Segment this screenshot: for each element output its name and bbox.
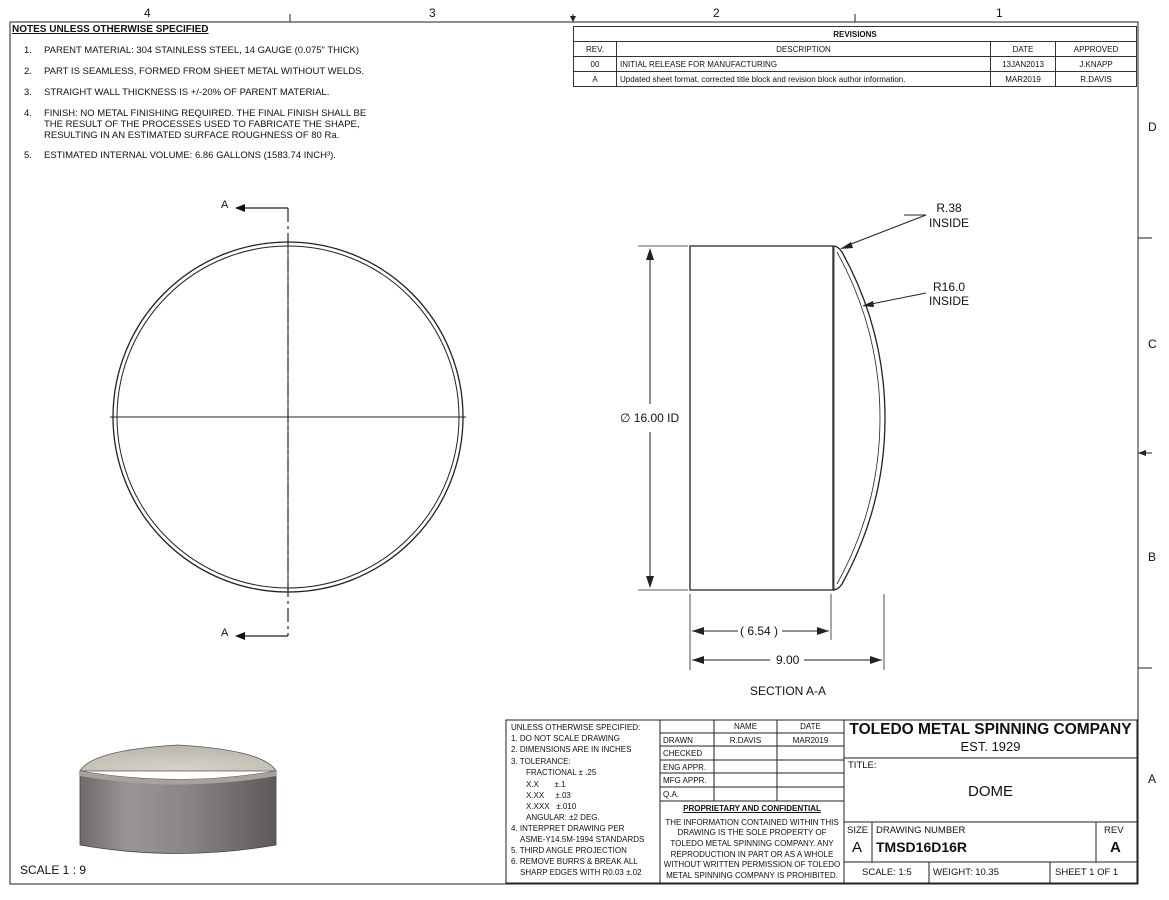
spec-line: X.XXX ±.010	[526, 802, 577, 811]
radius-large-note: INSIDE	[928, 294, 969, 308]
dim-overall: 9.00	[776, 653, 800, 667]
signoff-role: ENG APPR.	[663, 763, 707, 772]
radius-small-label: R.38	[936, 201, 962, 215]
spec-line: 4. INTERPRET DRAWING PER	[511, 824, 625, 833]
note-number: 1.	[24, 45, 32, 56]
size-label: SIZE	[847, 825, 869, 836]
revision-cell: 13JAN2013	[991, 57, 1056, 72]
revisions-header: APPROVED	[1056, 42, 1137, 57]
zone-row-d: D	[1148, 120, 1157, 134]
radius-large-label: R16.0	[932, 280, 966, 294]
spec-line: 5. THIRD ANGLE PROJECTION	[511, 846, 627, 855]
company-established: EST. 1929	[960, 739, 1021, 754]
rev-value: A	[1110, 839, 1121, 856]
signoff-name: R.DAVIS	[729, 736, 762, 745]
rev-label: REV	[1104, 825, 1124, 836]
notes-title: NOTES UNLESS OTHERWISE SPECIFIED	[12, 24, 209, 35]
radius-small-note: INSIDE	[928, 216, 969, 230]
revision-cell: Updated sheet format, corrected title block and revision block author information.	[617, 72, 991, 87]
dim-inner-value: 6.54	[747, 624, 771, 638]
proprietary-line: METAL SPINNING COMPANY IS PROHIBITED.	[666, 871, 838, 880]
note-text: FINISH: NO METAL FINISHING REQUIRED. THE FINAL FINISH SHALL BE THE RESULT OF THE PROCESSES USED TO FABRICATE THE SHAPE, RESULTING IN AN ESTIMATED SURFACE ROUGHNESS OF 80 Ra.	[44, 108, 367, 141]
weight-value: WEIGHT: 10.35	[933, 867, 999, 878]
signoff-role: MFG APPR.	[663, 776, 707, 785]
note-number: 4.	[24, 108, 32, 119]
signoff-header-date: DATE	[800, 722, 821, 731]
drawing-number-label: DRAWING NUMBER	[876, 825, 966, 836]
revisions-table	[573, 26, 1137, 87]
revision-cell: R.DAVIS	[1056, 72, 1137, 87]
note-number: 2.	[24, 66, 32, 77]
note-number: 5.	[24, 150, 32, 161]
drawing-title: DOME	[968, 783, 1013, 800]
note-text: PART IS SEAMLESS, FORMED FROM SHEET METAL WITHOUT WELDS.	[44, 66, 365, 77]
revisions-title: REVISIONS	[574, 27, 1137, 42]
spec-line: X.X ±.1	[526, 780, 566, 789]
spec-line: FRACTIONAL ± .25	[526, 768, 597, 777]
table-row	[574, 57, 1137, 72]
zone-row-b: B	[1148, 550, 1157, 564]
spec-line: 2. DIMENSIONS ARE IN INCHES	[511, 745, 632, 754]
proprietary-title: PROPRIETARY AND CONFIDENTIAL	[683, 804, 821, 813]
revisions-header: REV.	[574, 42, 617, 57]
spec-line: 3. TOLERANCE:	[511, 757, 571, 766]
note-number: 3.	[24, 87, 32, 98]
company-name: TOLEDO METAL SPINNING COMPANY	[849, 721, 1132, 738]
dim-inner-reference: ( 6.54 )	[740, 624, 779, 638]
zone-col-3: 3	[429, 6, 436, 20]
revision-cell: A	[574, 72, 617, 87]
note-text: ESTIMATED INTERNAL VOLUME: 6.86 GALLONS (1583.74 INCH³).	[44, 150, 336, 161]
signoff-role: Q.A.	[663, 790, 680, 799]
signoff-header-name: NAME	[733, 722, 758, 731]
section-view	[638, 215, 926, 670]
spec-line: X.XX ±.03	[526, 791, 571, 800]
section-marker-top: A	[221, 199, 229, 211]
zone-row-a: A	[1148, 772, 1157, 786]
section-label: SECTION A-A	[750, 684, 827, 698]
proprietary-line: THE INFORMATION CONTAINED WITHIN THIS	[665, 818, 839, 827]
drawing-number: TMSD16D16R	[876, 839, 968, 855]
zone-row-c: C	[1148, 337, 1157, 351]
diameter-icon: ∅	[620, 411, 631, 425]
signoff-date: MAR2019	[792, 736, 829, 745]
revisions-header: DATE	[991, 42, 1056, 57]
revision-cell: 00	[574, 57, 617, 72]
revision-cell: INITIAL RELEASE FOR MANUFACTURING	[617, 57, 991, 72]
spec-line: 6. REMOVE BURRS & BREAK ALL	[511, 857, 638, 866]
sheet-value: SHEET 1 OF 1	[1055, 867, 1119, 878]
section-marker-bottom: A	[221, 627, 229, 639]
spec-line: ASME-Y14.5M-1994 STANDARDS	[520, 835, 645, 844]
diameter-dimension	[620, 411, 679, 425]
iso-scale-label: SCALE 1 : 9	[20, 863, 87, 877]
revision-cell: J.KNAPP	[1056, 57, 1137, 72]
diameter-value: 16.00 ID	[633, 411, 680, 425]
proprietary-line: TOLEDO METAL SPINNING COMPANY. ANY	[670, 839, 834, 848]
note-text: PARENT MATERIAL: 304 STAINLESS STEEL, 14 GAUGE (0.075" THICK)	[44, 45, 360, 56]
spec-line: ANGULAR: ±2 DEG.	[526, 813, 600, 822]
table-row	[574, 72, 1137, 87]
title-label: TITLE:	[848, 760, 877, 771]
size-value: A	[852, 839, 863, 856]
proprietary-line: REPRODUCTION IN PART OR AS A WHOLE	[670, 850, 834, 859]
zone-col-4: 4	[144, 6, 151, 20]
scale-value: SCALE: 1:5	[862, 867, 912, 878]
signoff-role: DRAWN	[663, 736, 693, 745]
proprietary-line: DRAWING IS THE SOLE PROPERTY OF	[677, 828, 827, 837]
front-view	[110, 208, 466, 636]
spec-line: 1. DO NOT SCALE DRAWING	[511, 734, 620, 743]
zone-col-2: 2	[713, 6, 720, 20]
spec-line: SHARP EDGES WITH R0.03 ±.02	[520, 868, 642, 877]
signoff-role: CHECKED	[663, 749, 703, 758]
isometric-view	[80, 745, 276, 854]
proprietary-line: WITHOUT WRITTEN PERMISSION OF TOLEDO	[663, 860, 841, 869]
note-text: STRAIGHT WALL THICKNESS IS +/-20% OF PARENT MATERIAL.	[44, 87, 330, 98]
revisions-header: DESCRIPTION	[617, 42, 991, 57]
revision-cell: MAR2019	[991, 72, 1056, 87]
specs-title: UNLESS OTHERWISE SPECIFIED:	[511, 723, 641, 732]
zone-col-1: 1	[996, 6, 1003, 20]
